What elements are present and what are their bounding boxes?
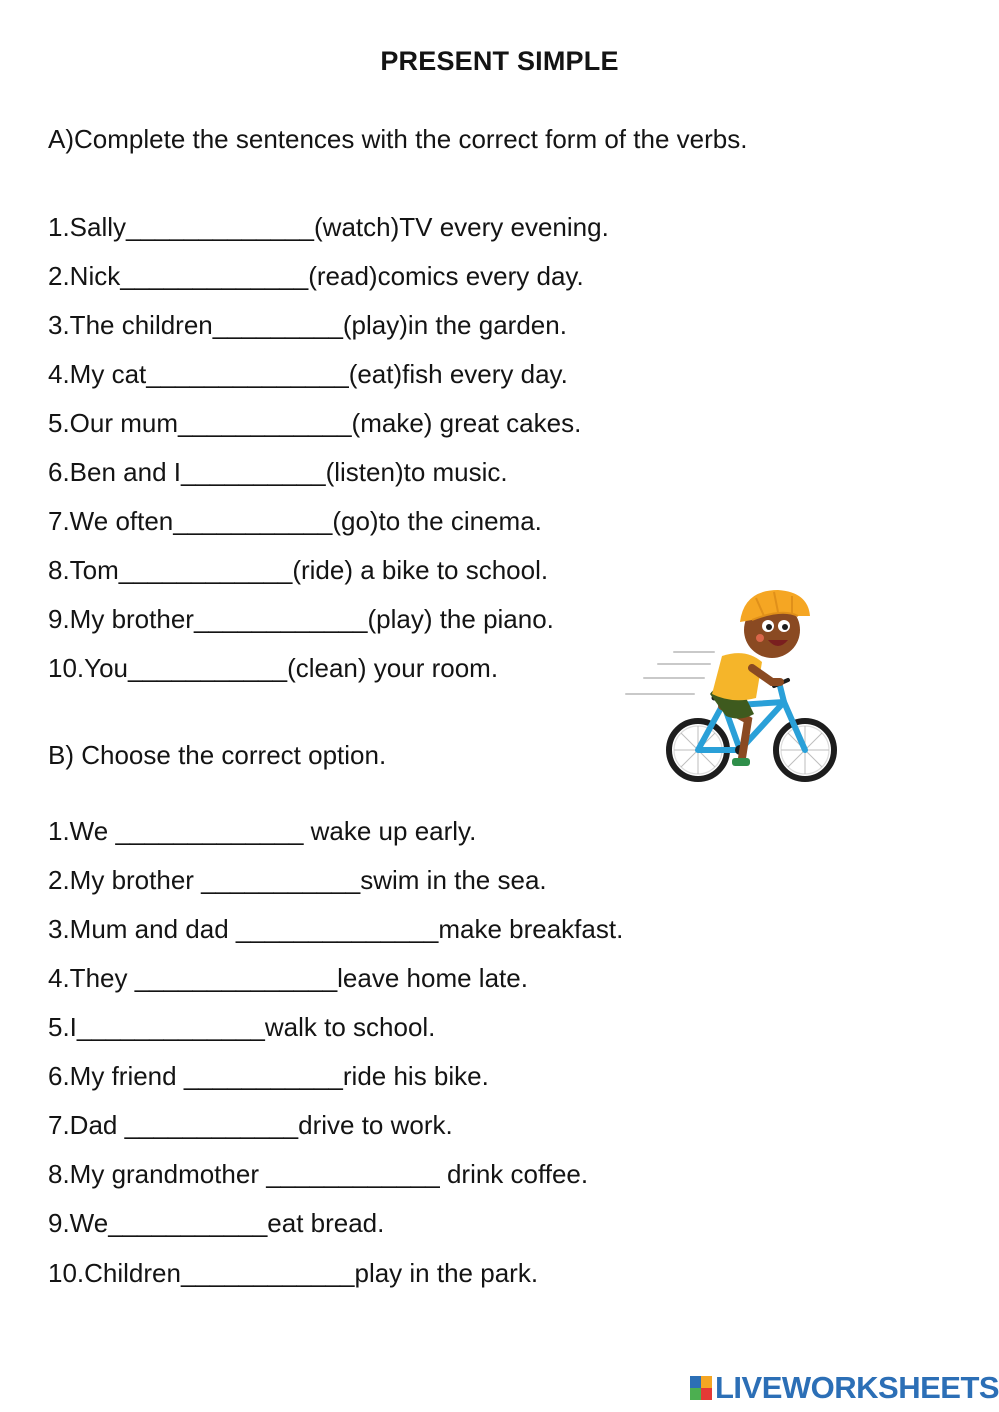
section-a-instruction: A)Complete the sentences with the correct form of the verbs. — [48, 124, 748, 154]
section-b-item-5: 5.I_____________walk to school. — [48, 1012, 436, 1042]
section-a-item-1: 1.Sally_____________(watch)TV every evening. — [48, 212, 609, 242]
section-b-item-10: 10.Children____________play in the park. — [48, 1258, 539, 1288]
section-a-item-7: 7.We often___________(go)to the cinema. — [48, 506, 542, 536]
boy-riding-bike-illustration — [622, 582, 842, 792]
section-b-item-8: 8.My grandmother ____________ drink coffee. — [48, 1159, 589, 1189]
section-a-item-6: 6.Ben and I__________(listen)to music. — [48, 457, 508, 487]
section-a-item-8: 8.Tom____________(ride) a bike to school. — [48, 555, 549, 585]
section-b-item-7: 7.Dad ____________drive to work. — [48, 1110, 453, 1140]
section-a-item-5: 5.Our mum____________(make) great cakes. — [48, 408, 582, 438]
section-a-item-10: 10.You___________(clean) your room. — [48, 653, 499, 683]
section-a-item-2: 2.Nick_____________(read)comics every day. — [48, 261, 584, 291]
liveworksheets-logo — [690, 1371, 999, 1405]
worksheet-title: PRESENT SIMPLE — [380, 46, 619, 76]
section-b-item-3: 3.Mum and dad ______________make breakfast. — [48, 914, 624, 944]
section-a-item-4: 4.My cat______________(eat)fish every day. — [48, 359, 568, 389]
section-a-item-9: 9.My brother____________(play) the piano. — [48, 604, 554, 634]
section-b-item-6: 6.My friend ___________ride his bike. — [48, 1061, 489, 1091]
section-a-item-3: 3.The children_________(play)in the garden. — [48, 310, 567, 340]
brand-name: LIVEWORKSHEETS — [715, 1370, 999, 1405]
liveworksheets-mark-icon — [690, 1376, 712, 1400]
section-b-item-9: 9.We___________eat bread. — [48, 1208, 385, 1238]
section-b-instruction: B) Choose the correct option. — [48, 740, 387, 770]
section-b-item-2: 2.My brother ___________swim in the sea. — [48, 865, 547, 895]
section-b-item-4: 4.They ______________leave home late. — [48, 963, 528, 993]
section-b-item-1: 1.We _____________ wake up early. — [48, 816, 477, 846]
